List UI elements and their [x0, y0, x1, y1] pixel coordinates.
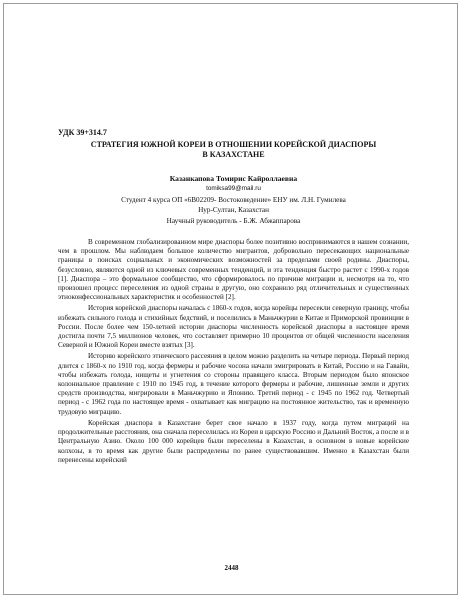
article-title-line-1: СТРАТЕГИЯ ЮЖНОЙ КОРЕИ В ОТНОШЕНИИ КОРЕЙСКОЙ ДИАСПОРЫ [90, 140, 377, 149]
body-paragraph-4: Корейская диаспора в Казахстане берет свое начало в 1937 году, когда путем миграций на продолжительные расстояния, она сначала переселилась из Кореи в царскую Россию и Дальний Восток, а после и в Центральную Азию. Около 100 000 корейцев были переселены в Казахстан, в основном в новые корейские колхозы, в то время как другие были распределены по ранее существовавшим. Именно в Казахстан были перенесены корейский [58, 418, 409, 464]
body-paragraph-1: В современном глобализированном мире диаспоры более позитивно воспринимаются в нашем сознании, чем в прошлом. Мы наблюдаем большое количество мигрантов, добровольно пересекающих национальные границы в поисках социальных и экономических возможностей за пределами своей родины. Диаспоры, безусловно, являются одной из ключевых современных тенденций, и эта тенденция быстро растет с 1990-х годов [1]. Диаспора – это формальное сообщество, что сформировалось по причине миграции и, несмотря на то, что произошел процесс переселения из одной страны в другую, оно сохранило ряд отличительных и существенных этноконфессиональных характеристик и особенностей [2]. [58, 238, 409, 302]
article-title-line-2: В КАЗАХСТАНЕ [202, 150, 265, 159]
body-paragraph-2: История корейской диаспоры началась с 1860-х годов, когда корейцы пересекли северную границу, чтобы избежать сильного голода и стихийных бедствий, и поселились в Маньчжурии в Китае и Приморской провинции в России. После более чем 150-летней истории диаспоры численность корейской диаспоры в настоящее время достигла почти 7,5 миллионов человек, что составляет примерно 10 процентов от общей численности населения Северной и Южной Кореи вместе взятых [3]. [58, 304, 409, 350]
udk-code: УДК 39+314.7 [58, 128, 107, 137]
author-email: tomiksa99@mail.ru [206, 185, 261, 193]
author-city: Нур-Султан, Казахстан [198, 206, 269, 215]
article-title [58, 140, 409, 160]
body-paragraph-3: Историю корейского этнического рассеяния в целом можно разделить на четыре периода. Первый период длится с 1860-х по 1910 год, когда фермеры и рабочие чосона начали эмигрировать в Китай, Россию и на Гавайи, чтобы избежать голода, нищеты и угнетения со стороны правящего класса. Вторым периодом было японское колониальное правление с 1910 по 1945 год, в течение которого фермеры и рабочие, лишенные земли и других средств производства, мигрировали в Маньчжурию и Японию. Третий период - с 1945 по 1962 год. Четвертый период - с 1962 года по настоящее время - охватывает как миграцию на постоянное жительство, так и временную трудовую миграцию. [58, 352, 409, 416]
article-content [58, 128, 409, 467]
page-number: 2448 [224, 564, 239, 572]
author-name: Казанкапова Томирис Кайроллаевна [169, 174, 298, 183]
author-block [58, 174, 409, 226]
supervisor: Научный руководитель - Б.Ж. Абжаппарова [166, 216, 301, 225]
author-affiliation: Студент 4 курса ОП «6В02209- Востоковедение» ЕНУ им. Л.Н. Гумилева [121, 195, 346, 204]
